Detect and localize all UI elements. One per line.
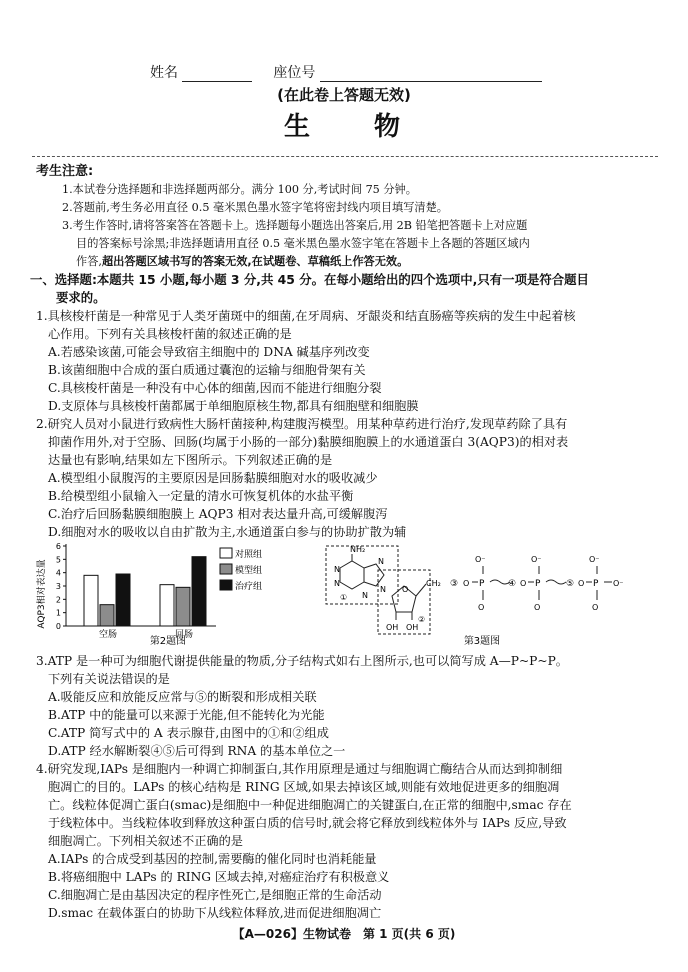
q4-option-b: B.将癌细胞中 LAPs 的 RING 区域去掉,对癌症治疗有积极意义 xyxy=(48,870,390,884)
legend-swatch xyxy=(220,564,232,574)
p-label-3: P xyxy=(593,579,599,589)
q1-option-b: B.该菌细胞中合成的蛋白质通过囊泡的运输与细胞骨架有关 xyxy=(48,363,366,377)
y-tick-label: 4 xyxy=(55,568,61,578)
y-tick-label: 5 xyxy=(55,555,61,565)
oh-label-1: OH xyxy=(386,623,399,632)
q4-option-a: A.IAPs 的合成受到基因的控制,需要酶的催化同时也消耗能量 xyxy=(48,852,377,866)
q1-option-c: C.具核梭杆菌是一种没有中心体的细菌,因而不能进行细胞分裂 xyxy=(48,381,382,395)
q4-stem-4: 于线粒体中。当线粒体收到释放这种蛋白质的信号时,就会将它释放到线粒体外与 IAPs 反应,导致 xyxy=(48,816,567,830)
x-category-label: 回肠 xyxy=(174,630,194,640)
circle-1-label: ① xyxy=(340,593,348,602)
fig2-ylabel: AQP3相对表达量 xyxy=(37,559,47,629)
ominus-2: O⁻ xyxy=(531,555,542,564)
circle-4-label: ④ xyxy=(508,579,517,589)
q2-stem-1: 2.研究人员对小鼠进行致病性大肠杆菌接种,构建腹泻模型。用某种草药进行治疗,发现草药除了具有 xyxy=(36,417,568,431)
note-3-cont: 目的答案标号涂黑;非选择题请用直径 0.5 毫米黑色墨水签字笔在答题卡上各题的答题区域内 xyxy=(76,237,530,250)
header-divider xyxy=(32,156,658,157)
q1-stem-2: 心作用。下列有关具核梭杆菌的叙述正确的是 xyxy=(48,327,292,341)
q4-stem-1: 4.研究发现,IAPs 是细胞内一种调亡抑制蛋白,其作用原理是通过与细胞调亡酶结合从而达到抑制细 xyxy=(36,762,563,776)
y-tick-label: 6 xyxy=(55,542,61,551)
o-ring-label: O xyxy=(402,585,409,594)
name-label: 姓名 xyxy=(150,65,178,81)
bar-0-1 xyxy=(100,605,114,626)
q4-stem-5: 细胞凋亡。下列相关叙述不正确的是 xyxy=(48,834,243,848)
q4-option-d: D.smac 在载体蛋白的协助下从线粒体释放,进而促进细胞凋亡 xyxy=(48,906,382,920)
legend-label: 对照组 xyxy=(235,550,263,560)
name-seat-row xyxy=(150,62,542,82)
ominus-terminal: O⁻ xyxy=(613,579,624,588)
q2-option-a: A.模型组小鼠腹泻的主要原因是回肠黏膜细胞对水的吸收减少 xyxy=(48,471,378,485)
q1-option-a: A.若感染该菌,可能会导致宿主细胞中的 DNA 碱基序列改变 xyxy=(48,345,370,359)
legend-label: 模型组 xyxy=(235,566,263,576)
adenine-ring-5 xyxy=(364,564,384,586)
oh-label-2: OH xyxy=(406,623,419,632)
y-tick-label: 2 xyxy=(55,595,61,605)
o-double-2: O xyxy=(534,603,541,612)
note-1: 1.本试卷分选择题和非选择题两部分。满分 100 分,考试时间 75 分钟。 xyxy=(62,183,417,196)
seat-blank xyxy=(320,67,542,82)
bar-0-0 xyxy=(84,575,98,626)
section-heading: 一、选择题:本题共 15 小题,每小题 3 分,共 45 分。在每小题给出的四个选项中,只有一项是符合题目 xyxy=(30,272,589,287)
bar-1-2 xyxy=(192,557,206,626)
p-label-1: P xyxy=(479,579,485,589)
q3-stem-2: 下列有关说法错误的是 xyxy=(48,672,170,686)
page-footer: 【A—026】生物试卷 第 1 页(共 6 页) xyxy=(232,927,456,941)
ominus-1: O⁻ xyxy=(475,555,486,564)
y-tick-label: 3 xyxy=(55,582,61,591)
circle-2-label: ② xyxy=(418,615,426,624)
legend-swatch xyxy=(220,548,232,558)
q2-option-b: B.给模型组小鼠输入一定量的清水可恢复机体的水盐平衡 xyxy=(48,489,354,503)
name-blank xyxy=(182,67,252,82)
q4-stem-3: 亡。线粒体促凋亡蛋白(smac)是细胞中一种促进细胞凋亡的关键蛋白,在正常的细胞中,smac 存在 xyxy=(48,798,572,812)
bar-0-2 xyxy=(116,574,130,626)
bar-1-0 xyxy=(160,585,174,626)
n-label-4: N xyxy=(378,557,384,566)
q2-stem-2: 抑菌作用外,对于空肠、回肠(均属于小肠的一部分)黏膜细胞膜上的水通道蛋白 3(AQP3)的相对表 xyxy=(48,435,569,449)
x-category-label: 空肠 xyxy=(98,630,118,640)
q3-option-a: A.吸能反应和放能反应常与⑤的断裂和形成相关联 xyxy=(48,690,317,704)
seat-label: 座位号 xyxy=(273,65,316,81)
q2-option-c: C.治疗后回肠黏膜细胞膜上 AQP3 相对表达量升高,可缓解腹泻 xyxy=(48,507,388,521)
adenine-ring-6 xyxy=(340,561,364,589)
legend-label: 治疗组 xyxy=(235,582,263,592)
subject-title: 生 物 xyxy=(283,112,404,142)
o-double-3: O xyxy=(592,603,599,612)
fig3-caption: 第3题图 xyxy=(463,636,501,647)
circle-5-label: ⑤ xyxy=(566,579,575,589)
note-3-warning: 超出答题区域书写的答案无效,在试题卷、草稿纸上作答无效。 xyxy=(101,255,409,268)
q1-option-d: D.支原体与具核梭杆菌都属于单细胞原核生物,都具有细胞壁和细胞膜 xyxy=(48,399,419,413)
n-label-3: N xyxy=(362,591,368,600)
invalid-notice: (在此卷上答题无效) xyxy=(277,86,411,104)
note-2: 2.答题前,考生务必用直径 0.5 毫米黑色墨水签字笔将密封线内项目填写清楚。 xyxy=(62,201,448,214)
section-heading-cont: 要求的。 xyxy=(56,290,106,305)
q2-option-d: D.细胞对水的吸收以自由扩散为主,水通道蛋白参与的协助扩散为辅 xyxy=(48,525,407,539)
q4-option-c: C.细胞凋亡是由基因决定的程序性死亡,是细胞正常的生命活动 xyxy=(48,888,382,902)
circle-3-label: ③ xyxy=(450,579,459,589)
o-bridge-3: O xyxy=(578,579,585,588)
note-3-end-text: 作答, xyxy=(76,255,102,268)
q4-stem-2: 胞凋亡的目的。LAPs 的核心结构是 RING 区域,如果去掉该区域,则能有效地促进更多的细胞凋 xyxy=(48,780,560,794)
q2-stem-3: 达量也有影响,结果如左下图所示。下列叙述正确的是 xyxy=(48,453,333,467)
o-bridge-2: O xyxy=(520,579,527,588)
n-label-2: N xyxy=(334,579,340,588)
y-tick-label: 0 xyxy=(55,622,61,631)
y-tick-label: 1 xyxy=(55,608,61,618)
fig3-atp-structure xyxy=(322,540,658,648)
ominus-3: O⁻ xyxy=(589,555,600,564)
fig2-chart xyxy=(36,540,286,648)
note-3-end xyxy=(76,253,408,271)
n-label-5: N xyxy=(380,585,386,594)
q3-option-b: B.ATP 中的能量可以来源于光能,但不能转化为光能 xyxy=(48,708,325,722)
q3-option-c: C.ATP 简写式中的 A 表示腺苷,由图中的①和②组成 xyxy=(48,726,329,740)
o-double-1: O xyxy=(478,603,485,612)
o-bridge-1: O xyxy=(463,579,470,588)
q3-option-d: D.ATP 经水解断裂④⑤后可得到 RNA 的基本单位之一 xyxy=(48,744,346,758)
notes-title: 考生注意: xyxy=(36,164,94,179)
legend-swatch xyxy=(220,580,232,590)
n-label-1: N xyxy=(334,565,340,574)
fig2-caption: 第2题图 xyxy=(149,636,187,647)
q1-stem-1: 1.具核梭杆菌是一种常见于人类牙菌斑中的细菌,在牙周病、牙龈炎和结直肠癌等疾病的发生中起着核 xyxy=(36,309,576,323)
bar-1-1 xyxy=(176,587,190,626)
ch2-label: CH₂ xyxy=(426,579,441,588)
q3-stem-1: 3.ATP 是一种可为细胞代谢提供能量的物质,分子结构式如右上图所示,也可以简写成 A—P~P~P。 xyxy=(36,654,568,668)
nh2-label: NH₂ xyxy=(350,545,366,554)
p-label-2: P xyxy=(535,579,541,589)
note-3: 3.考生作答时,请将答案答在答题卡上。选择题每小题选出答案后,用 2B 铅笔把答题卡上对应题 xyxy=(62,219,528,232)
